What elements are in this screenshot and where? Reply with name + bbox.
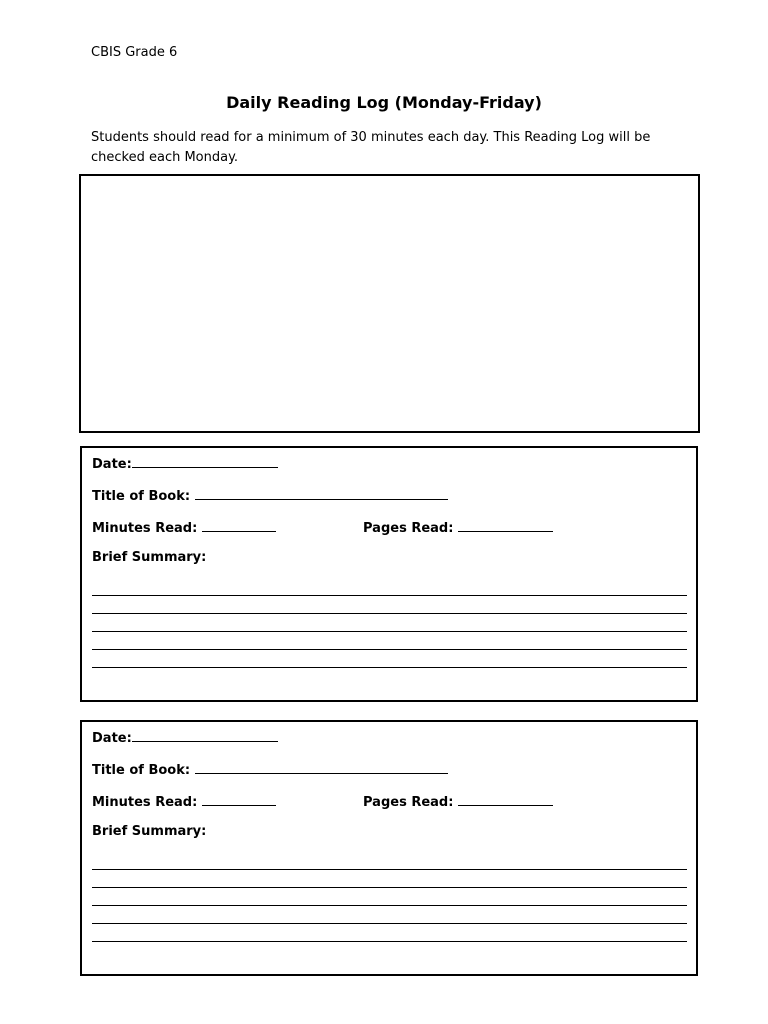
date-label: Date: — [92, 457, 132, 472]
summary-line[interactable] — [92, 870, 687, 888]
date-blank[interactable] — [132, 728, 278, 742]
book-title-blank[interactable] — [195, 486, 448, 500]
summary-lines[interactable] — [92, 852, 687, 942]
date-blank[interactable] — [132, 454, 278, 468]
summary-line[interactable] — [92, 852, 687, 870]
pages-read-field — [363, 792, 553, 810]
log-entry-1 — [80, 446, 698, 702]
log-entry-2 — [80, 720, 698, 976]
minutes-read-label: Minutes Read: — [92, 795, 198, 810]
book-title-field — [92, 760, 448, 778]
pages-read-field — [363, 518, 553, 536]
summary-lines[interactable] — [92, 578, 687, 668]
summary-line[interactable] — [92, 578, 687, 596]
pages-read-label: Pages Read: — [363, 795, 454, 810]
book-title-label: Title of Book: — [92, 489, 191, 504]
summary-line[interactable] — [92, 650, 687, 668]
drawing-area[interactable] — [79, 174, 700, 433]
pages-read-blank[interactable] — [458, 792, 553, 806]
summary-line[interactable] — [92, 888, 687, 906]
book-title-field — [92, 486, 448, 504]
date-label: Date: — [92, 731, 132, 746]
pages-read-blank[interactable] — [458, 518, 553, 532]
page-title: Daily Reading Log (Monday-Friday) — [226, 93, 542, 112]
date-field — [92, 728, 278, 746]
book-title-blank[interactable] — [195, 760, 448, 774]
instructions-text: Students should read for a minimum of 30 minutes each day. This Reading Log will be checked each Monday. — [91, 130, 651, 165]
pages-read-label: Pages Read: — [363, 521, 454, 536]
summary-line[interactable] — [92, 632, 687, 650]
summary-line[interactable] — [92, 924, 687, 942]
summary-line[interactable] — [92, 614, 687, 632]
minutes-read-field — [92, 792, 276, 810]
minutes-read-label: Minutes Read: — [92, 521, 198, 536]
minutes-read-field — [92, 518, 276, 536]
book-title-label: Title of Book: — [92, 763, 191, 778]
course-header: CBIS Grade 6 — [91, 45, 178, 60]
date-field — [92, 454, 278, 472]
minutes-read-blank[interactable] — [202, 792, 276, 806]
brief-summary-label: Brief Summary: — [92, 550, 207, 565]
summary-line[interactable] — [92, 596, 687, 614]
minutes-read-blank[interactable] — [202, 518, 276, 532]
brief-summary-label: Brief Summary: — [92, 824, 207, 839]
summary-line[interactable] — [92, 906, 687, 924]
